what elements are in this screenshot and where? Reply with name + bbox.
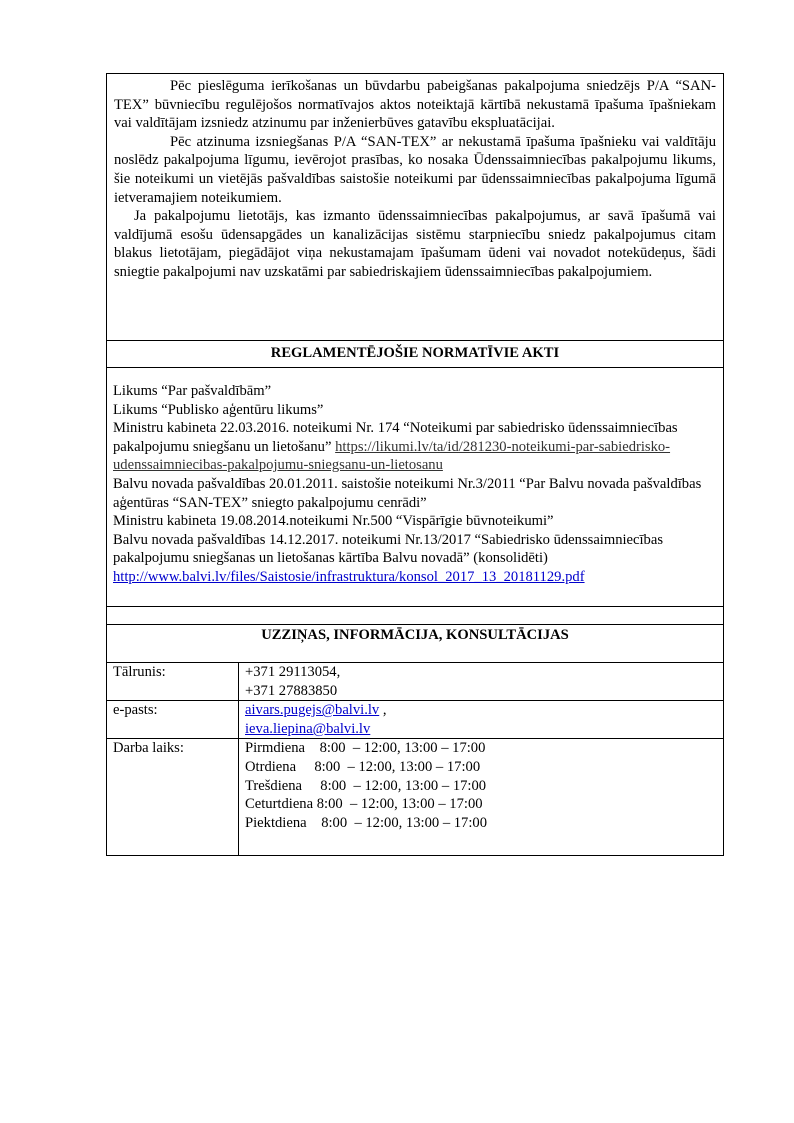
hours-item: [245, 814, 717, 833]
regulations-row: [107, 368, 724, 607]
phone-number: +371 29113054,: [245, 664, 341, 680]
intro-cell: [107, 74, 724, 341]
hours-day: Trešdiena: [245, 777, 321, 794]
email-row: [107, 701, 724, 739]
regulation-item: Likums “Publisko aģentūru likums”: [113, 401, 324, 418]
hours-row: [107, 739, 724, 856]
spacer-cell: [107, 607, 724, 625]
hours-item: [245, 777, 717, 796]
contacts-title: UZZIŅAS, INFORMĀCIJA, KONSULTĀCIJAS: [107, 625, 724, 663]
balvi-link[interactable]: http://www.balvi.lv/files/Saistosie/infrastruktura/konsol_2017_13_20181129.pdf: [113, 568, 585, 585]
email-link-ieva[interactable]: ieva.liepina@balvi.lv: [245, 720, 371, 737]
regulation-item: Balvu novada pašvaldības 20.01.2011. saistošie noteikumi Nr.3/2011 “Par Balvu novada pašvaldības aģentūras “SAN-TEX” sniegto pakalpojumu cenrādi”: [113, 475, 702, 511]
regulation-item: [113, 568, 717, 587]
phone-values: [239, 663, 724, 701]
regulations-title: REGLAMENTĒJOŠIE NORMATĪVIE AKTI: [107, 341, 724, 368]
spacer-row: [107, 607, 724, 625]
email-line: [245, 701, 717, 720]
contacts-title-row: [107, 625, 724, 663]
document-page: [106, 73, 723, 856]
hours-time: 8:00 – 12:00, 13:00 – 17:00: [321, 814, 488, 831]
hours-label: Darba laiks:: [107, 739, 239, 856]
intro-paragraph-1: Pēc pieslēguma ierīkošanas un būvdarbu pabeigšanas pakalpojuma sniedzējs P/A “SAN-TEX” būvniecību regulējošos normatīvajos aktos noteiktajā kārtībā nekustamā īpašuma īpašniekam vai valdītājam izsniedz atzinumu par inženierbūves gatavību ekspluatācijai.: [114, 78, 716, 132]
hours-time: 8:00 – 12:00, 13:00 – 17:00: [319, 740, 486, 757]
hours-time: 8:00 – 12:00, 13:00 – 17:00: [314, 758, 481, 775]
email-suffix: ,: [379, 702, 387, 719]
hours-day: Piektdiena: [245, 814, 322, 831]
hours-day: Pirmdiena: [245, 740, 320, 757]
regulations-title-row: [107, 341, 724, 368]
intro-paragraph-2: Pēc atzinuma izsniegšanas P/A “SAN-TEX” ar nekustamā īpašuma īpašnieku vai valdītāju noslēdz pakalpojuma līgumu, ievērojot prasības, ko nosaka Ūdenssaimniecības pakalpojumu likums, šie noteikumi un vietējās pašvaldības saistošie noteikumi par ūdenssaimniecības pakalpojuma līgumā ietveramajiem noteikumiem.: [114, 133, 716, 206]
regulation-item: Balvu novada pašvaldības 14.12.2017. noteikumi Nr.13/2017 “Sabiedrisko ūdenssaimniecības pakalpojumu sniegšanas un lietošanas kārtība Balvu novadā” (konsolidēti): [113, 531, 664, 567]
email-values: [239, 701, 724, 739]
phone-number: +371 27883850: [245, 682, 338, 699]
hours-item: [245, 795, 717, 814]
hours-time: 8:00 – 12:00, 13:00 – 17:00: [316, 796, 483, 813]
hours-day: Ceturtdiena: [245, 796, 317, 813]
hours-item: [245, 739, 717, 758]
likumi-link[interactable]: https://likumi.lv/ta/id/281230-noteikumi-par-sabiedrisko-udenssaimniecibas-pakalpojumu-sniegsanu-un-lietosanu: [113, 438, 671, 474]
regulation-item: Likums “Par pašvaldībām”: [113, 383, 272, 399]
regulation-text: Ministru kabineta 22.03.2016. noteikumi Nr. 174 “Noteikumi par sabiedrisko ūdenssaimniecības pakalpojumu sniegšanu un lietošanu”: [113, 420, 678, 455]
hours-values: [239, 739, 724, 856]
hours-day: Otrdiena: [245, 758, 315, 775]
regulation-item: Ministru kabineta 19.08.2014.noteikumi Nr.500 “Vispārīgie būvnoteikumi”: [113, 513, 554, 530]
phone-label: Tālrunis:: [107, 663, 239, 701]
intro-paragraph-3: Ja pakalpojumu lietotājs, kas izmanto ūdenssaimniecības pakalpojumus, ar savā īpašumā vai valdījumā esošu ūdensapgādes un kanalizācijas sistēmu starpniecību sniedz pakalpojumus citam blakus lietotājam, piegādājot viņa nekustamajam īpašumam ūdeni vai novadot notekūdeņus, šādi sniegtie pakalpojumi nav uzskatāmi par sabiedriskajiem ūdenssaimniecības pakalpojumiem.: [114, 208, 716, 280]
email-line: [245, 720, 717, 739]
email-link-aivars[interactable]: aivars.pugejs@balvi.lv: [245, 702, 380, 719]
hours-item: [245, 758, 717, 777]
intro-row: [107, 74, 724, 341]
info-table: [106, 73, 724, 856]
phone-row: [107, 663, 724, 701]
hours-time: 8:00 – 12:00, 13:00 – 17:00: [320, 777, 487, 794]
email-label: e-pasts:: [107, 701, 239, 739]
regulation-item: [113, 419, 717, 475]
regulations-list: [107, 368, 724, 607]
